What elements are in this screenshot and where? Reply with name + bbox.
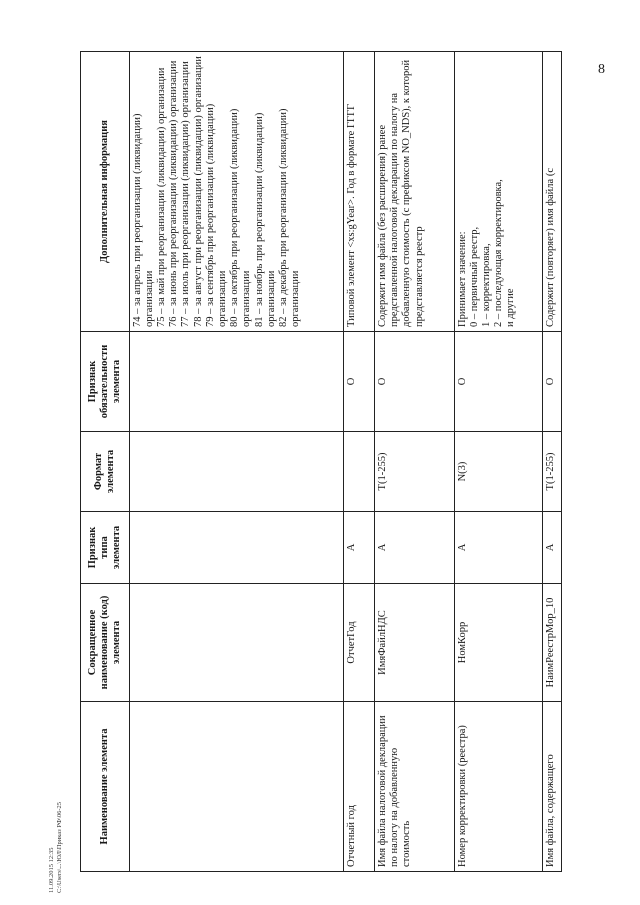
period-code-line: 77 – за июль при реорганизации (ликвидации) организации [180, 61, 192, 327]
cell-code: ИмяФайлНДС [374, 584, 454, 702]
info-value-line: 2 – последующая корректировка, [493, 179, 505, 327]
cell-format [129, 432, 343, 512]
cell-code: НаимРеестрМор_10 [542, 584, 561, 702]
cell-format [344, 432, 375, 512]
cell-required: О [454, 332, 542, 432]
cell-required: О [542, 332, 561, 432]
cell-type: А [542, 512, 561, 584]
period-code-line: 81 – за ноябрь при реорганизации (ликвидации) организации [253, 112, 277, 327]
header-element-name: Наименование элемента [81, 702, 130, 872]
footer-line-2: C:\Users\...\ЮЛ\Приказ РФ\06-25 [55, 802, 63, 893]
header-element-code: Сокращенное наименование (код) элемента [81, 584, 130, 702]
header-element-format: Формат элемента [81, 432, 130, 512]
cell-info: Типовой элемент <xs:gYear>. Год в формате ГГГГ [344, 52, 375, 332]
cell-type [129, 512, 343, 584]
table-row [542, 52, 561, 872]
cell-required [129, 332, 343, 432]
cell-name [129, 702, 343, 872]
header-element-required: Признак обязательности элемента [81, 332, 130, 432]
period-code-line: 82 – за декабрь при реорганизации (ликвидации) организации [278, 108, 302, 327]
cell-code: НомКорр [454, 584, 542, 702]
cell-info [454, 52, 542, 332]
elements-table [80, 51, 562, 872]
footer-line-1: 11.09.2015 12:35 [48, 847, 55, 893]
table-row [344, 52, 375, 872]
table-wrapper [80, 52, 562, 872]
cell-name: Имя файла, содержащего [542, 702, 561, 872]
cell-type: А [344, 512, 375, 584]
cell-info: Содержит имя файла (без расширения) ранее представленной налоговой декларации по налогу на добавленную стоимость (с префиксом NO_NDS), к которой представляется реестр [374, 52, 454, 332]
page-number: 8 [598, 62, 605, 77]
cell-name: Номер корректировки (реестра) [454, 702, 542, 872]
header-additional-info: Дополнительная информация [81, 52, 130, 332]
info-title: Принимает значение: [456, 231, 468, 327]
cell-info [129, 52, 343, 332]
info-value-line: и другие [505, 288, 517, 327]
cell-type: А [454, 512, 542, 584]
period-code-line: 80 – за октябрь при реорганизации (ликвидации) организации [229, 108, 253, 327]
footer-stamp [48, 693, 63, 893]
table-row [374, 52, 454, 872]
header-row [81, 52, 130, 872]
table-row [454, 52, 542, 872]
period-code-line: 74 – за апрель при реорганизации (ликвидации) организации [131, 113, 155, 327]
cell-code [129, 584, 343, 702]
info-value-line: 1 – корректировка, [480, 243, 492, 327]
cell-format: T(1-255) [374, 432, 454, 512]
period-code-line: 75 – за май при реорганизации (ликвидации) организации [156, 67, 168, 327]
cell-format: T(1-255) [542, 432, 561, 512]
cell-required: О [374, 332, 454, 432]
header-element-type: Признак типа элемента [81, 512, 130, 584]
period-code-line: 79 – за сентябрь при реорганизации (ликвидации) организации [204, 103, 229, 327]
cell-format: N(3) [454, 432, 542, 512]
cell-type: А [374, 512, 454, 584]
info-value-line: 0 – первичный реестр, [468, 226, 480, 327]
cell-code: ОтчетГод [344, 584, 375, 702]
cell-name: Отчетный год [344, 702, 375, 872]
period-code-line: 76 – за июнь при реорганизации (ликвидации) организации [168, 60, 180, 327]
cell-info: Содержит (повторяет) имя файла (с [542, 52, 561, 332]
period-code-line: 78 – за август при реорганизации (ликвидации) организации [192, 56, 204, 327]
table-row [129, 52, 343, 872]
cell-required: О [344, 332, 375, 432]
cell-name: Имя файла налоговой декларации по налогу на добавленную стоимость [374, 702, 454, 872]
